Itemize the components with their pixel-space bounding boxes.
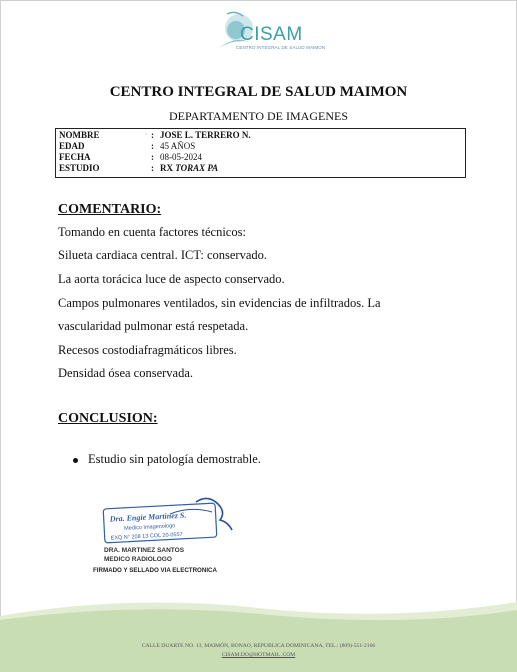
comentario-line: Campos pulmonares ventilados, sin evidencias de infiltrados. La: [58, 296, 381, 310]
info-label: EDAD: [59, 141, 85, 151]
footer-email[interactable]: CISAM.DO@HOTMAIL .COM: [221, 652, 296, 658]
footer-address: CALLE DUARTE NO. 13, MAIMÓN, BONAO, REPUBLICA DOMINICANA, TEL.: (809)-551-2106: [141, 643, 376, 649]
study-type-prefix: RX: [160, 163, 173, 173]
info-colon: :: [151, 152, 154, 162]
comentario-line: Silueta cardiaca central. ICT: conservado.: [58, 248, 268, 262]
comentario-line: Densidad ósea conservada.: [58, 366, 194, 380]
doctor-title: MEDICO RADIOLOGO: [104, 556, 172, 563]
info-label: FECHA: [59, 152, 91, 162]
info-colon: :: [151, 163, 154, 173]
info-label: NOMBRE: [59, 130, 100, 140]
comentario-line: Recesos costodiafragmáticos libres.: [58, 343, 237, 357]
stamp-license: EXQ N° 208 13 COL 20-0557: [110, 531, 183, 542]
footer-wave: [0, 598, 517, 672]
signature-stamp: [100, 496, 235, 550]
comentario-line: vascularidad pulmonar está respetada.: [58, 319, 249, 333]
patient-age: 45 AÑOS: [160, 141, 196, 151]
stamp-mark-icon: ᵕ: [145, 132, 147, 138]
study-date: 08-05-2024: [160, 152, 202, 162]
patient-name: JOSE L. TERRERO N.: [160, 130, 251, 140]
comentario-heading: COMENTARIO:: [58, 202, 162, 217]
info-colon: :: [151, 130, 154, 140]
bullet-icon: [73, 458, 78, 463]
conclusion-item: Estudio sin patología demostrable.: [88, 452, 261, 466]
department-title: DEPARTAMENTO DE IMAGENES: [169, 109, 348, 123]
info-colon: :: [151, 141, 154, 151]
signature-note: FIRMADO Y SELLADO VIA ELECTRONICA: [93, 567, 217, 574]
doctor-name: DRA. MARTINEZ SANTOS: [104, 547, 185, 554]
logo-name: CISAM: [240, 24, 303, 45]
comentario-line: Tomando en cuenta factores técnicos:: [58, 225, 246, 239]
conclusion-heading: CONCLUSION:: [58, 411, 158, 426]
center-title: CENTRO INTEGRAL DE SALUD MAIMON: [109, 84, 408, 100]
info-label: ESTUDIO: [59, 163, 100, 173]
stamp-specialty: Medico Imagenologo: [124, 523, 176, 532]
stamp-doctor-name: Dra. Engie Martinez S.: [109, 510, 187, 524]
comentario-line: La aorta torácica luce de aspecto conservado.: [58, 272, 285, 286]
study-type: [160, 163, 218, 174]
patient-info-box: [55, 128, 466, 178]
logo-tagline: CENTRO INTEGRAL DE SALUD MAIMON: [236, 45, 326, 50]
signature-block: [104, 546, 184, 564]
study-type-detail: TORAX PA: [175, 163, 219, 173]
